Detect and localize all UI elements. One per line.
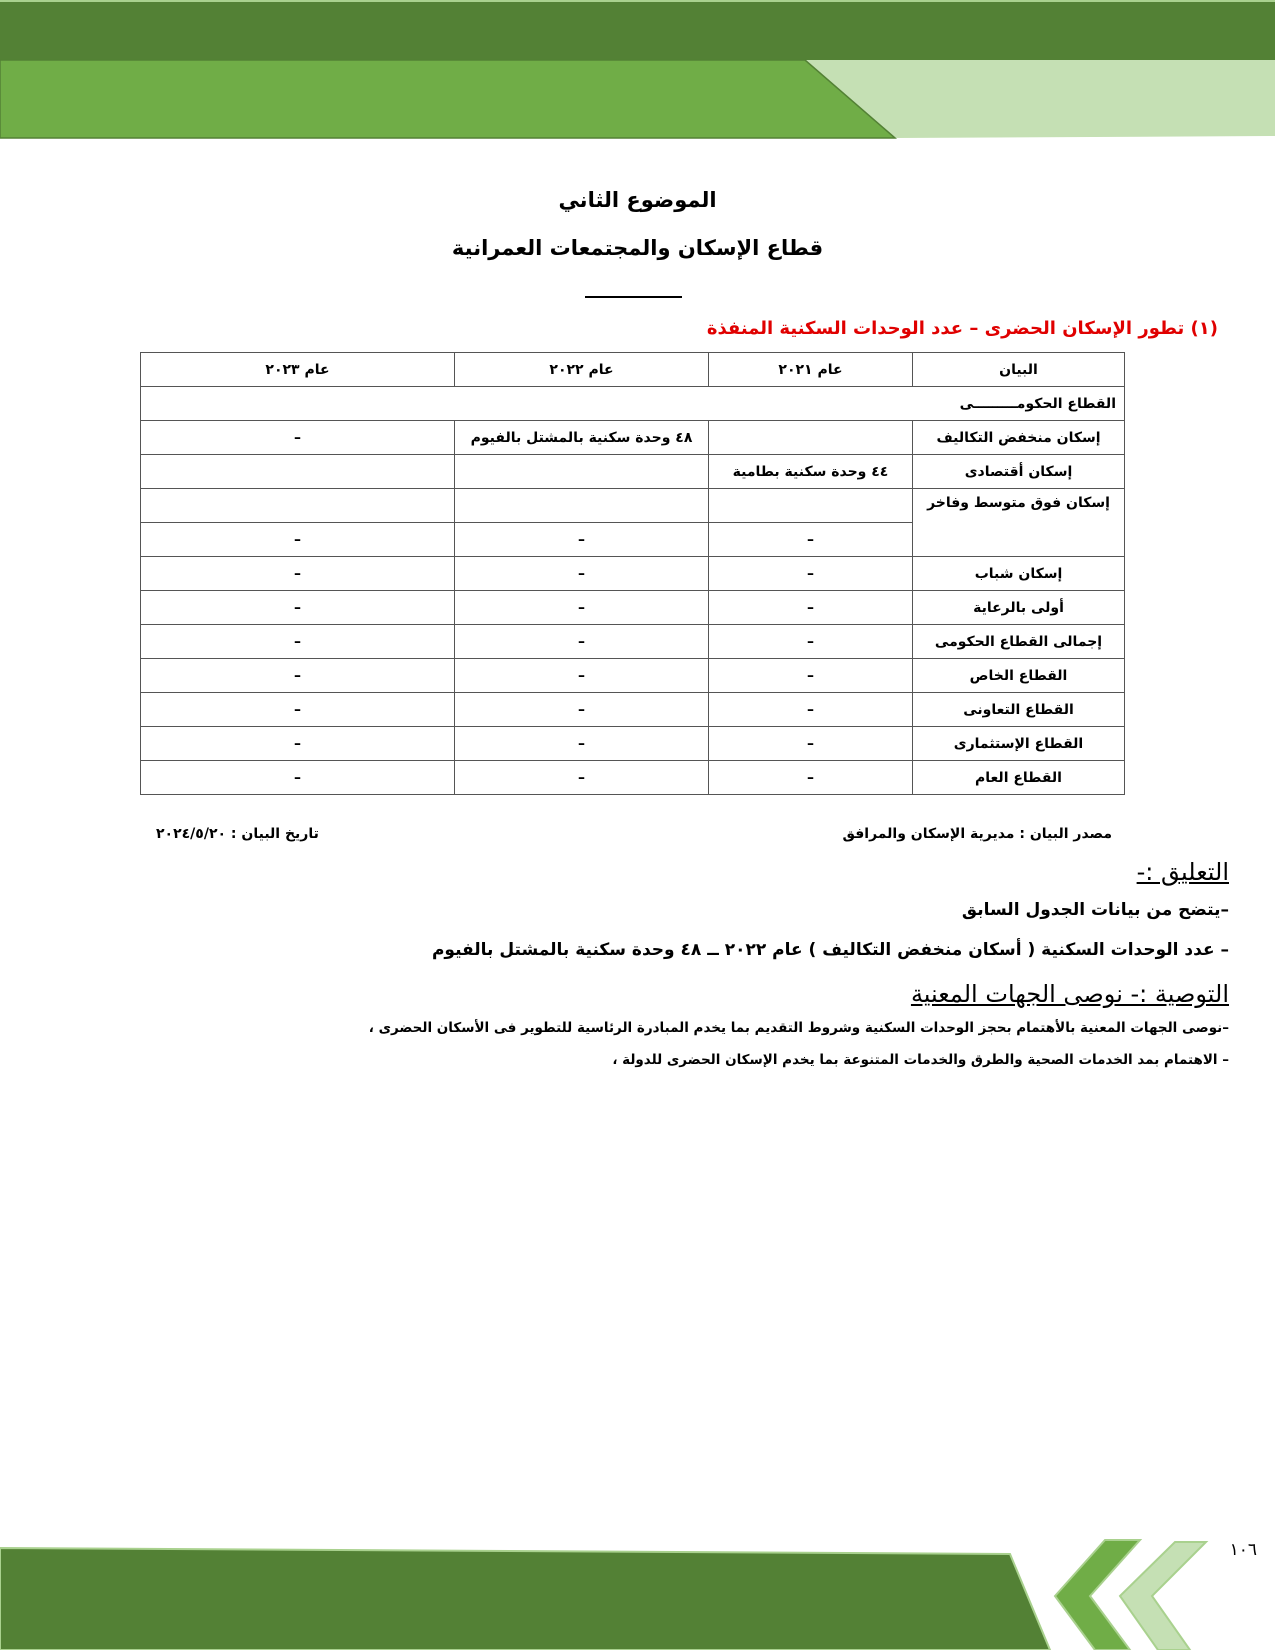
recommendation-line: –نوصى الجهات المعنية بالأهتمام بحجز الوحدات السكنية وشروط التقديم بما يخدم المبادرة الرئاسية للتطوير فى الأسكان الحضرى ، [368, 1020, 1229, 1036]
table-cell: – [141, 727, 455, 761]
column-header: البيان [913, 353, 1125, 387]
table-cell: – [709, 557, 913, 591]
table-cell: – [455, 659, 709, 693]
row-label: إسكان شباب [913, 557, 1125, 591]
comment-line: – عدد الوحدات السكنية ( أسكان منخفض التكاليف ) عام ٢٠٢٢ ــ ٤٨ وحدة سكنية بالمشتل بالفيوم [431, 940, 1229, 960]
table-cell: – [455, 591, 709, 625]
chevron-icon [1120, 1542, 1206, 1650]
table-row [141, 659, 1125, 693]
row-label: أولى بالرعاية [913, 591, 1125, 625]
footer-dark-band [0, 1548, 1050, 1650]
table-cell: – [141, 625, 455, 659]
housing-units-table [140, 352, 1125, 795]
row-label: إسكان أقتصادى [913, 455, 1125, 489]
row-label: القطاع العام [913, 761, 1125, 795]
comment-line: –يتضح من بيانات الجدول السابق [961, 900, 1229, 920]
table-cell: – [141, 421, 455, 455]
table-cell [709, 489, 913, 523]
row-label: القطاع الخاص [913, 659, 1125, 693]
header-dark-band [0, 0, 1275, 60]
row-label: القطاع الإستثمارى [913, 727, 1125, 761]
table-cell: – [709, 761, 913, 795]
comment-heading: التعليق :- [1136, 858, 1229, 886]
header-mid-band [0, 60, 895, 138]
table-cell: – [141, 591, 455, 625]
row-label: إسكان منخفض التكاليف [913, 421, 1125, 455]
table-cell: – [709, 625, 913, 659]
header-top-line [0, 0, 1275, 2]
row-label: القطاع التعاونى [913, 693, 1125, 727]
column-header: عام ٢٠٢٣ [141, 353, 455, 387]
table-cell: – [455, 727, 709, 761]
table-cell: – [141, 693, 455, 727]
table-cell: – [141, 523, 455, 557]
table-cell: – [709, 693, 913, 727]
table-row [141, 421, 1125, 455]
table-cell: – [455, 557, 709, 591]
table-cell: ٤٤ وحدة سكنية بطامية [709, 455, 913, 489]
data-date: تاريخ البيان : ٢٠٢٤/٥/٢٠ [156, 826, 319, 842]
title-underline [585, 296, 682, 298]
table-cell: – [455, 625, 709, 659]
row-label: إجمالى القطاع الحكومى [913, 625, 1125, 659]
section-title: (١) تطور الإسكان الحضرى – عدد الوحدات السكنية المنفذة [706, 318, 1218, 339]
page-title: قطاع الإسكان والمجتمعات العمرانية [451, 236, 824, 260]
table-row [141, 761, 1125, 795]
table-cell: ٤٨ وحدة سكنية بالمشتل بالفيوم [455, 421, 709, 455]
group-label: القطاع الحكومـــــــــى [141, 387, 1125, 421]
table-row [141, 489, 1125, 523]
table-cell: – [141, 761, 455, 795]
table-cell: – [455, 523, 709, 557]
table-cell: – [141, 659, 455, 693]
recommendation-line: – الاهتمام بمد الخدمات الصحية والطرق والخدمات المتنوعة بما يخدم الإسكان الحضرى للدولة ، [612, 1052, 1229, 1068]
table-cell [141, 489, 455, 523]
footer-banner [0, 1530, 1275, 1650]
table-cell [141, 455, 455, 489]
table-header-row [141, 353, 1125, 387]
table-group-row [141, 387, 1125, 421]
table-row [141, 591, 1125, 625]
table-cell: – [141, 557, 455, 591]
data-source: مصدر البيان : مديرية الإسكان والمرافق [842, 826, 1112, 842]
table-cell [455, 489, 709, 523]
table-cell [709, 421, 913, 455]
column-header: عام ٢٠٢١ [709, 353, 913, 387]
table-row [141, 693, 1125, 727]
table-cell: – [709, 591, 913, 625]
column-header: عام ٢٠٢٢ [455, 353, 709, 387]
header-banner [0, 0, 1275, 140]
row-label: إسكان فوق متوسط وفاخر [913, 489, 1125, 557]
table-row [141, 455, 1125, 489]
table-row [141, 625, 1125, 659]
table-row [141, 727, 1125, 761]
page-number: ١٠٦ [1229, 1540, 1257, 1560]
table-cell: – [709, 523, 913, 557]
table-cell: – [455, 693, 709, 727]
table-cell: – [709, 727, 913, 761]
table-cell: – [709, 659, 913, 693]
table-cell [455, 455, 709, 489]
recommendation-heading: التوصية :- نوصى الجهات المعنية [910, 980, 1229, 1008]
topic-heading: الموضوع الثاني [558, 188, 717, 212]
table-cell: – [455, 761, 709, 795]
table-row [141, 557, 1125, 591]
